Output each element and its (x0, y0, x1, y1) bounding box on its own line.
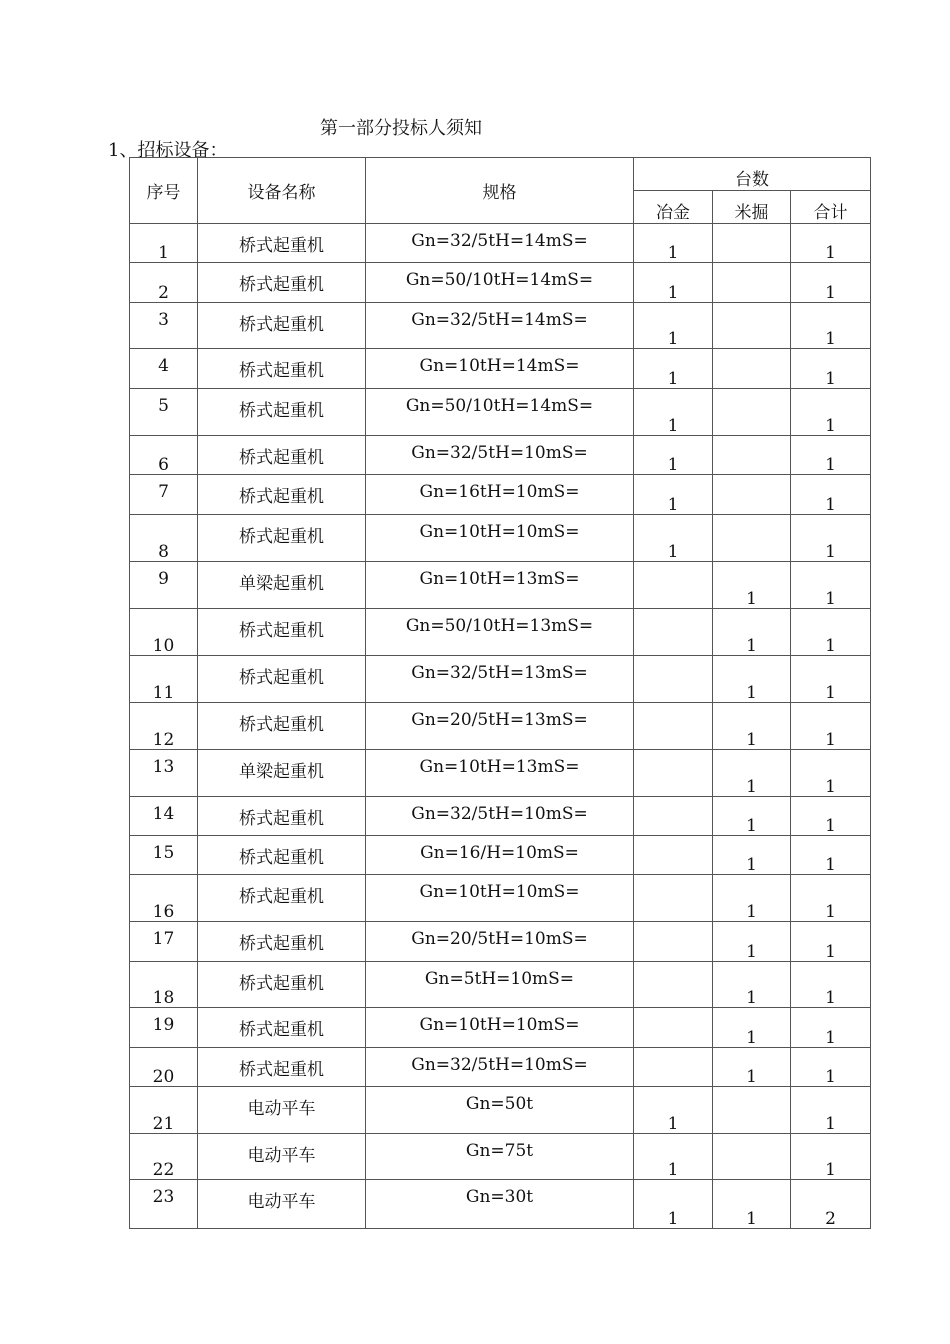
cell-no-text: 3 (158, 310, 169, 330)
cell-mining-text: 1 (746, 1067, 757, 1087)
cell-total-text: 1 (825, 542, 836, 562)
cell-metallurgy (634, 1180, 713, 1229)
cell-name (198, 703, 366, 750)
cell-name-text: 桥式起重机 (239, 236, 324, 256)
table-row (130, 1087, 871, 1134)
cell-spec (366, 962, 634, 1008)
cell-name (198, 750, 366, 797)
cell-name-text: 桥式起重机 (239, 1060, 324, 1080)
cell-total-text: 1 (825, 777, 836, 797)
cell-name-text: 桥式起重机 (239, 668, 324, 688)
table-row (130, 1048, 871, 1087)
cell-name (198, 515, 366, 562)
cell-name (198, 263, 366, 303)
table-row (130, 303, 871, 349)
cell-name-text: 桥式起重机 (239, 809, 324, 829)
cell-metallurgy (634, 515, 713, 562)
cell-metallurgy (634, 609, 713, 656)
cell-metallurgy (634, 1087, 713, 1134)
cell-name-text: 桥式起重机 (239, 315, 324, 335)
cell-no (130, 389, 198, 436)
cell-no (130, 349, 198, 389)
cell-total (791, 1180, 871, 1229)
cell-mining-text: 1 (746, 988, 757, 1008)
cell-mining (713, 562, 791, 609)
cell-spec (366, 1134, 634, 1180)
cell-mining (713, 703, 791, 750)
section-heading: 1、招标设备： (108, 140, 228, 161)
cell-total-text: 1 (825, 942, 836, 962)
cell-spec (366, 609, 634, 656)
table-row (130, 475, 871, 515)
cell-no-text: 4 (158, 356, 169, 376)
cell-name-text: 电动平车 (247, 1192, 316, 1212)
cell-no (130, 1180, 198, 1229)
cell-total-text: 1 (825, 855, 836, 875)
cell-name (198, 1134, 366, 1180)
cell-no (130, 263, 198, 303)
cell-spec-text: Gn=50/10tH=13mS= (405, 616, 594, 636)
cell-total-text: 1 (825, 636, 836, 656)
cell-spec (366, 875, 634, 922)
cell-mining (713, 750, 791, 797)
cell-spec-text: Gn=5tH=10mS= (424, 969, 575, 989)
cell-name-text: 电动平车 (247, 1146, 316, 1166)
cell-no (130, 1048, 198, 1087)
cell-name (198, 875, 366, 922)
cell-mining (713, 1134, 791, 1180)
cell-no-text: 8 (158, 542, 169, 562)
cell-name-text: 桥式起重机 (239, 887, 324, 907)
header-mining: 米掘 (713, 191, 791, 224)
cell-spec-text: Gn=20/5tH=10mS= (411, 929, 588, 949)
cell-mining (713, 609, 791, 656)
cell-no (130, 656, 198, 703)
cell-name-text: 桥式起重机 (239, 1020, 324, 1040)
cell-no-text: 21 (152, 1114, 175, 1134)
table-row (130, 797, 871, 836)
cell-total (791, 436, 871, 475)
cell-no-text: 12 (152, 730, 175, 750)
cell-mining (713, 475, 791, 515)
cell-mining-text: 1 (746, 902, 757, 922)
cell-spec-text: Gn=32/5tH=14mS= (411, 231, 588, 251)
cell-spec-text: Gn=32/5tH=10mS= (411, 804, 588, 824)
cell-mining (713, 515, 791, 562)
cell-mining-text: 1 (746, 589, 757, 609)
cell-mining (713, 797, 791, 836)
cell-metallurgy (634, 750, 713, 797)
cell-mining (713, 875, 791, 922)
table-row (130, 962, 871, 1008)
cell-spec-text: Gn=50/10tH=14mS= (405, 270, 594, 290)
cell-name (198, 349, 366, 389)
cell-spec-text: Gn=30t (465, 1187, 534, 1207)
cell-spec (366, 263, 634, 303)
cell-total (791, 389, 871, 436)
cell-total-text: 1 (825, 816, 836, 836)
cell-name (198, 962, 366, 1008)
cell-metallurgy-text: 1 (667, 1209, 679, 1229)
cell-metallurgy (634, 436, 713, 475)
cell-spec (366, 1048, 634, 1087)
cell-no-text: 11 (152, 683, 175, 703)
cell-spec (366, 1008, 634, 1048)
cell-total (791, 349, 871, 389)
cell-no-text: 22 (152, 1160, 175, 1180)
cell-name-text: 单梁起重机 (239, 762, 324, 782)
cell-total (791, 1134, 871, 1180)
cell-metallurgy (634, 836, 713, 875)
cell-spec (366, 703, 634, 750)
cell-metallurgy-text: 1 (667, 369, 679, 389)
cell-spec-text: Gn=32/5tH=13mS= (411, 663, 588, 683)
cell-spec (366, 515, 634, 562)
cell-total-text: 1 (825, 1160, 836, 1180)
cell-spec-text: Gn=50/10tH=14mS= (405, 396, 594, 416)
cell-no (130, 515, 198, 562)
cell-total (791, 962, 871, 1008)
cell-mining (713, 1048, 791, 1087)
header-name: 设备名称 (198, 158, 366, 224)
cell-metallurgy (634, 1134, 713, 1180)
cell-mining (713, 1180, 791, 1229)
cell-metallurgy-text: 1 (667, 495, 679, 515)
cell-total (791, 836, 871, 875)
cell-total-text: 1 (825, 683, 836, 703)
cell-no (130, 1008, 198, 1048)
cell-name (198, 656, 366, 703)
table-row (130, 389, 871, 436)
cell-metallurgy (634, 703, 713, 750)
cell-no (130, 1134, 198, 1180)
header-metallurgy: 冶金 (634, 191, 713, 224)
cell-metallurgy-text: 1 (667, 455, 679, 475)
cell-metallurgy (634, 797, 713, 836)
table-row (130, 656, 871, 703)
cell-mining (713, 349, 791, 389)
cell-mining-text: 1 (746, 855, 757, 875)
cell-metallurgy-text: 1 (667, 542, 679, 562)
cell-metallurgy (634, 1048, 713, 1087)
cell-metallurgy (634, 349, 713, 389)
cell-total-text: 1 (825, 329, 836, 349)
cell-no-text: 15 (152, 843, 175, 863)
cell-mining (713, 436, 791, 475)
table-row (130, 750, 871, 797)
cell-spec (366, 922, 634, 962)
cell-spec-text: Gn=32/5tH=10mS= (411, 443, 588, 463)
cell-mining (713, 922, 791, 962)
cell-name (198, 1048, 366, 1087)
cell-spec (366, 349, 634, 389)
cell-name (198, 303, 366, 349)
cell-mining (713, 303, 791, 349)
cell-total-text: 1 (825, 988, 836, 1008)
cell-total-text: 1 (825, 1067, 836, 1087)
cell-metallurgy (634, 475, 713, 515)
cell-total (791, 1008, 871, 1048)
cell-spec (366, 389, 634, 436)
cell-metallurgy (634, 656, 713, 703)
cell-no-text: 17 (152, 929, 175, 949)
cell-name (198, 797, 366, 836)
cell-total (791, 875, 871, 922)
cell-name (198, 836, 366, 875)
cell-total-text: 1 (825, 1028, 836, 1048)
cell-name (198, 389, 366, 436)
cell-metallurgy (634, 389, 713, 436)
cell-no-text: 2 (158, 283, 169, 303)
cell-spec-text: Gn=75t (465, 1141, 534, 1161)
cell-name (198, 1087, 366, 1134)
cell-mining-text: 1 (746, 1028, 757, 1048)
cell-mining (713, 1087, 791, 1134)
cell-no (130, 703, 198, 750)
cell-name-text: 桥式起重机 (239, 448, 324, 468)
header-spec: 规格 (366, 158, 634, 224)
cell-no-text: 1 (158, 243, 169, 263)
cell-mining (713, 1008, 791, 1048)
table-row (130, 1180, 871, 1229)
cell-mining (713, 263, 791, 303)
cell-metallurgy-text: 1 (667, 243, 679, 263)
cell-no (130, 224, 198, 263)
cell-no-text: 13 (152, 757, 175, 777)
cell-total (791, 1087, 871, 1134)
cell-total-text: 1 (825, 243, 836, 263)
cell-total (791, 922, 871, 962)
cell-spec-text: Gn=20/5tH=13mS= (411, 710, 588, 730)
table-row (130, 1008, 871, 1048)
table-row (130, 703, 871, 750)
cell-name (198, 475, 366, 515)
table-row (130, 263, 871, 303)
cell-no (130, 797, 198, 836)
cell-no (130, 436, 198, 475)
table-row (130, 349, 871, 389)
cell-total-text: 1 (825, 902, 836, 922)
cell-spec (366, 836, 634, 875)
cell-no (130, 922, 198, 962)
cell-total (791, 475, 871, 515)
cell-name (198, 224, 366, 263)
cell-no-text: 7 (158, 482, 169, 502)
cell-no-text: 6 (158, 455, 169, 475)
cell-no-text: 20 (152, 1067, 175, 1087)
cell-spec-text: Gn=50t (465, 1094, 534, 1114)
cell-spec-text: Gn=10tH=14mS= (419, 356, 580, 376)
cell-name-text: 电动平车 (247, 1099, 316, 1119)
header-total: 合计 (791, 191, 871, 224)
cell-name-text: 桥式起重机 (239, 934, 324, 954)
cell-mining (713, 389, 791, 436)
cell-metallurgy-text: 1 (667, 329, 679, 349)
cell-mining (713, 656, 791, 703)
cell-total (791, 263, 871, 303)
cell-total-text: 1 (825, 369, 836, 389)
cell-mining-text: 1 (746, 777, 757, 797)
cell-name-text: 桥式起重机 (239, 487, 324, 507)
cell-no (130, 609, 198, 656)
cell-no-text: 18 (152, 988, 175, 1008)
cell-total (791, 656, 871, 703)
cell-no (130, 303, 198, 349)
cell-no-text: 14 (152, 804, 175, 824)
cell-spec (366, 475, 634, 515)
table-row (130, 224, 871, 263)
cell-spec-text: Gn=10tH=13mS= (419, 569, 580, 589)
cell-spec-text: Gn=10tH=13mS= (419, 757, 580, 777)
table-row (130, 609, 871, 656)
cell-total (791, 1048, 871, 1087)
cell-no (130, 962, 198, 1008)
cell-no (130, 750, 198, 797)
table-row (130, 836, 871, 875)
cell-mining-text: 1 (746, 942, 757, 962)
cell-no (130, 875, 198, 922)
cell-metallurgy-text: 1 (667, 416, 679, 436)
cell-metallurgy (634, 303, 713, 349)
cell-no (130, 562, 198, 609)
cell-metallurgy-text: 1 (667, 1160, 679, 1180)
cell-mining (713, 962, 791, 1008)
cell-name (198, 562, 366, 609)
cell-mining-text: 1 (746, 730, 757, 750)
cell-total (791, 609, 871, 656)
cell-total (791, 750, 871, 797)
cell-name-text: 桥式起重机 (239, 275, 324, 295)
cell-spec (366, 436, 634, 475)
cell-spec (366, 303, 634, 349)
cell-name (198, 609, 366, 656)
cell-mining-text: 1 (746, 636, 757, 656)
cell-metallurgy-text: 1 (667, 1114, 679, 1134)
cell-mining-text: 1 (746, 683, 757, 703)
cell-name-text: 桥式起重机 (239, 621, 324, 641)
cell-spec-text: Gn=16/H=10mS= (420, 843, 579, 863)
cell-spec (366, 797, 634, 836)
cell-name-text: 桥式起重机 (239, 361, 324, 381)
table-row (130, 1134, 871, 1180)
cell-spec-text: Gn=32/5tH=14mS= (411, 310, 588, 330)
cell-spec-text: Gn=10tH=10mS= (419, 522, 580, 542)
cell-no (130, 836, 198, 875)
cell-name (198, 922, 366, 962)
cell-total (791, 703, 871, 750)
cell-no (130, 1087, 198, 1134)
table-row (130, 922, 871, 962)
cell-no-text: 19 (152, 1015, 175, 1035)
cell-total-text: 1 (825, 455, 836, 475)
cell-total (791, 562, 871, 609)
table-body (130, 224, 871, 1229)
cell-spec (366, 1087, 634, 1134)
cell-metallurgy (634, 922, 713, 962)
cell-total-text: 1 (825, 589, 836, 609)
cell-spec-text: Gn=10tH=10mS= (419, 882, 580, 902)
cell-no (130, 475, 198, 515)
cell-total-text: 2 (825, 1209, 836, 1229)
cell-name-text: 单梁起重机 (239, 574, 324, 594)
cell-spec (366, 562, 634, 609)
cell-mining-text: 1 (746, 1209, 757, 1229)
cell-spec-text: Gn=32/5tH=10mS= (411, 1055, 588, 1075)
cell-spec-text: Gn=16tH=10mS= (419, 482, 580, 502)
cell-total (791, 303, 871, 349)
cell-spec (366, 1180, 634, 1229)
cell-name-text: 桥式起重机 (239, 848, 324, 868)
cell-total-text: 1 (825, 495, 836, 515)
cell-total (791, 515, 871, 562)
cell-name-text: 桥式起重机 (239, 401, 324, 421)
cell-name-text: 桥式起重机 (239, 974, 324, 994)
cell-spec (366, 224, 634, 263)
cell-total (791, 797, 871, 836)
cell-spec-text: Gn=10tH=10mS= (419, 1015, 580, 1035)
cell-total-text: 1 (825, 283, 836, 303)
cell-total (791, 224, 871, 263)
table-row (130, 515, 871, 562)
table-row (130, 875, 871, 922)
cell-metallurgy-text: 1 (667, 283, 679, 303)
table-row (130, 436, 871, 475)
cell-mining (713, 836, 791, 875)
cell-spec (366, 750, 634, 797)
cell-no-text: 16 (152, 902, 175, 922)
cell-total-text: 1 (825, 1114, 836, 1134)
cell-total-text: 1 (825, 730, 836, 750)
page-title: 第一部分投标人须知 (320, 118, 482, 139)
cell-no-text: 10 (152, 636, 175, 656)
cell-metallurgy (634, 962, 713, 1008)
table-row (130, 562, 871, 609)
cell-name (198, 1180, 366, 1229)
cell-name (198, 436, 366, 475)
cell-metallurgy (634, 875, 713, 922)
cell-name (198, 1008, 366, 1048)
cell-no-text: 23 (152, 1187, 175, 1207)
cell-mining (713, 224, 791, 263)
cell-total-text: 1 (825, 416, 836, 436)
cell-name-text: 桥式起重机 (239, 527, 324, 547)
header-count-group: 台数 (634, 158, 871, 191)
cell-metallurgy (634, 562, 713, 609)
equipment-table (129, 157, 871, 1229)
cell-no-text: 5 (158, 396, 169, 416)
cell-metallurgy (634, 263, 713, 303)
cell-spec (366, 656, 634, 703)
header-no: 序号 (130, 158, 198, 224)
cell-no-text: 9 (158, 569, 169, 589)
cell-metallurgy (634, 224, 713, 263)
cell-mining-text: 1 (746, 816, 757, 836)
cell-name-text: 桥式起重机 (239, 715, 324, 735)
cell-metallurgy (634, 1008, 713, 1048)
